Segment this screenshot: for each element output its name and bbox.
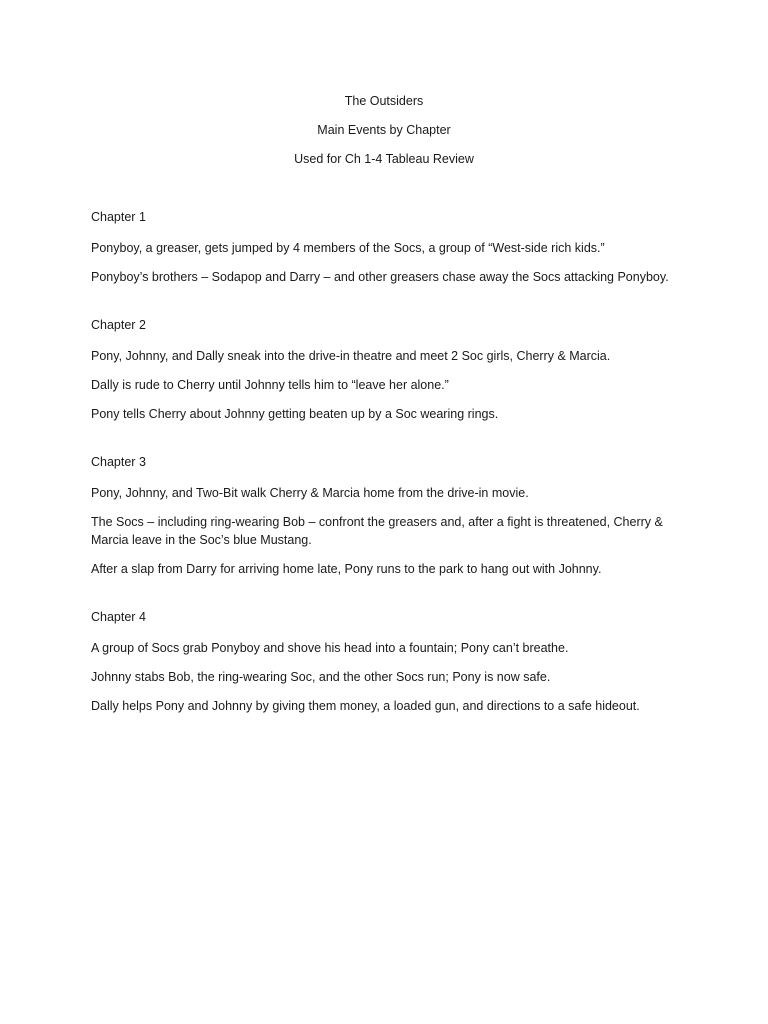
- chapter-heading: Chapter 2: [91, 318, 146, 332]
- document-title: The Outsiders: [344, 94, 424, 108]
- chapter-section-4: [91, 610, 681, 715]
- chapter-section-3: [91, 455, 681, 578]
- chapter-event: Ponyboy’s brothers – Sodapop and Darry – and other greasers chase away the Socs attacking Ponyboy.: [91, 270, 669, 284]
- chapter-event: Pony, Johnny, and Dally sneak into the drive-in theatre and meet 2 Soc girls, Cherry & Marcia.: [91, 349, 611, 363]
- chapter-event: Johnny stabs Bob, the ring-wearing Soc, and the other Socs run; Pony is now safe.: [91, 670, 551, 684]
- chapter-heading: Chapter 1: [91, 210, 146, 224]
- chapter-heading: Chapter 4: [91, 610, 146, 624]
- document-subtitle: Main Events by Chapter: [317, 123, 451, 137]
- chapter-list: [91, 210, 681, 747]
- chapter-event: Ponyboy, a greaser, gets jumped by 4 members of the Socs, a group of “West-side rich kids.”: [91, 241, 605, 255]
- title-block: [0, 94, 768, 181]
- chapter-event: The Socs – including ring-wearing Bob – confront the greasers and, after a fight is threatened, Cherry & Marcia leave in the Soc’s blue Mustang.: [91, 515, 663, 547]
- chapter-event: Pony, Johnny, and Two-Bit walk Cherry & Marcia home from the drive-in movie.: [91, 486, 529, 500]
- chapter-event: Dally helps Pony and Johnny by giving them money, a loaded gun, and directions to a safe hideout.: [91, 699, 640, 713]
- chapter-event: Pony tells Cherry about Johnny getting beaten up by a Soc wearing rings.: [91, 407, 499, 421]
- chapter-section-2: [91, 318, 681, 423]
- chapter-event: Dally is rude to Cherry until Johnny tells him to “leave her alone.”: [91, 378, 449, 392]
- chapter-section-1: [91, 210, 681, 286]
- chapter-event: A group of Socs grab Ponyboy and shove his head into a fountain; Pony can’t breathe.: [91, 641, 569, 655]
- document-purpose: Used for Ch 1-4 Tableau Review: [294, 152, 474, 166]
- chapter-heading: Chapter 3: [91, 455, 146, 469]
- chapter-event: After a slap from Darry for arriving home late, Pony runs to the park to hang out with Johnny.: [91, 562, 602, 576]
